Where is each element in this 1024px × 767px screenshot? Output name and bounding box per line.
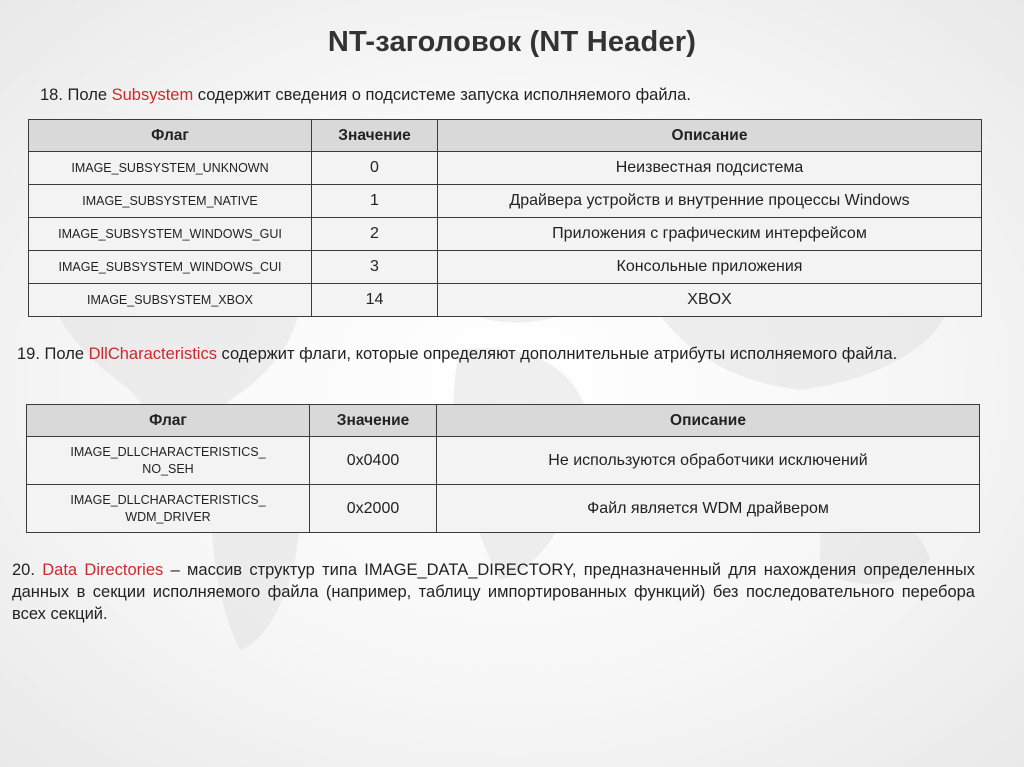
value-cell: 1 [312, 185, 438, 218]
column-header-value: Значение [312, 120, 438, 152]
flag-cell [27, 437, 310, 485]
column-header-value: Значение [310, 405, 437, 437]
flag-cell: IMAGE_SUBSYSTEM_WINDOWS_GUI [29, 218, 312, 251]
table-header-row [29, 120, 982, 152]
table-header-row [27, 405, 980, 437]
table-row [29, 251, 982, 284]
flag-line-1: IMAGE_DLLCHARACTERISTICS_ [70, 444, 266, 459]
flag-cell [27, 485, 310, 533]
section-19-text [17, 343, 984, 365]
table-row [29, 185, 982, 218]
value-cell: 2 [312, 218, 438, 251]
page-title: NT-заголовок (NT Header) [327, 26, 697, 58]
description-cell: Приложения с графическим интерфейсом [438, 218, 982, 251]
flag-line-1: IMAGE_DLLCHARACTERISTICS_ [70, 492, 266, 507]
subsystem-field-name: Subsystem [111, 86, 194, 104]
description-cell: Файл является WDM драйвером [437, 485, 980, 533]
table-row [29, 284, 982, 317]
flag-cell: IMAGE_SUBSYSTEM_UNKNOWN [29, 152, 312, 185]
value-cell: 0x0400 [310, 437, 437, 485]
section-18-number: 18. Поле [40, 86, 112, 104]
value-cell: 0x2000 [310, 485, 437, 533]
dllcharacteristics-field-name: DllCharacteristics [88, 345, 217, 363]
data-directories-field-name: Data Directories [42, 561, 164, 579]
flag-line-2: NO_SEH [142, 461, 194, 476]
description-cell: Консольные приложения [438, 251, 982, 284]
column-header-flag: Флаг [29, 120, 312, 152]
value-cell: 0 [312, 152, 438, 185]
section-20-text [12, 559, 975, 625]
section-20-number: 20. [12, 561, 43, 579]
subsystem-table [28, 119, 982, 317]
section-20-rest: – массив структур типа IMAGE_DATA_DIRECTORY, предназначенный для нахождения определенных данных в секции исполняемого файла (например, таблицу импортированных функций) без последовательного перебора всех секций. [12, 561, 975, 623]
dllcharacteristics-table [26, 404, 980, 533]
column-header-description: Описание [437, 405, 980, 437]
flag-line-2: WDM_DRIVER [125, 509, 211, 524]
description-cell: Не используются обработчики исключений [437, 437, 980, 485]
flag-cell: IMAGE_SUBSYSTEM_NATIVE [29, 185, 312, 218]
column-header-description: Описание [438, 120, 982, 152]
table-row [27, 437, 980, 485]
column-header-flag: Флаг [27, 405, 310, 437]
value-cell: 14 [312, 284, 438, 317]
section-18-text [40, 84, 970, 106]
description-cell: XBOX [438, 284, 982, 317]
flag-cell: IMAGE_SUBSYSTEM_XBOX [29, 284, 312, 317]
description-cell: Драйвера устройств и внутренние процессы Windows [438, 185, 982, 218]
table-row [29, 218, 982, 251]
section-18-rest: содержит сведения о подсистеме запуска исполняемого файла. [193, 86, 691, 104]
value-cell: 3 [312, 251, 438, 284]
description-cell: Неизвестная подсистема [438, 152, 982, 185]
table-row [27, 485, 980, 533]
section-19-rest: содержит флаги, которые определяют дополнительные атрибуты исполняемого файла. [216, 345, 898, 363]
section-19-number: 19. Поле [17, 345, 89, 363]
flag-cell: IMAGE_SUBSYSTEM_WINDOWS_CUI [29, 251, 312, 284]
table-row [29, 152, 982, 185]
